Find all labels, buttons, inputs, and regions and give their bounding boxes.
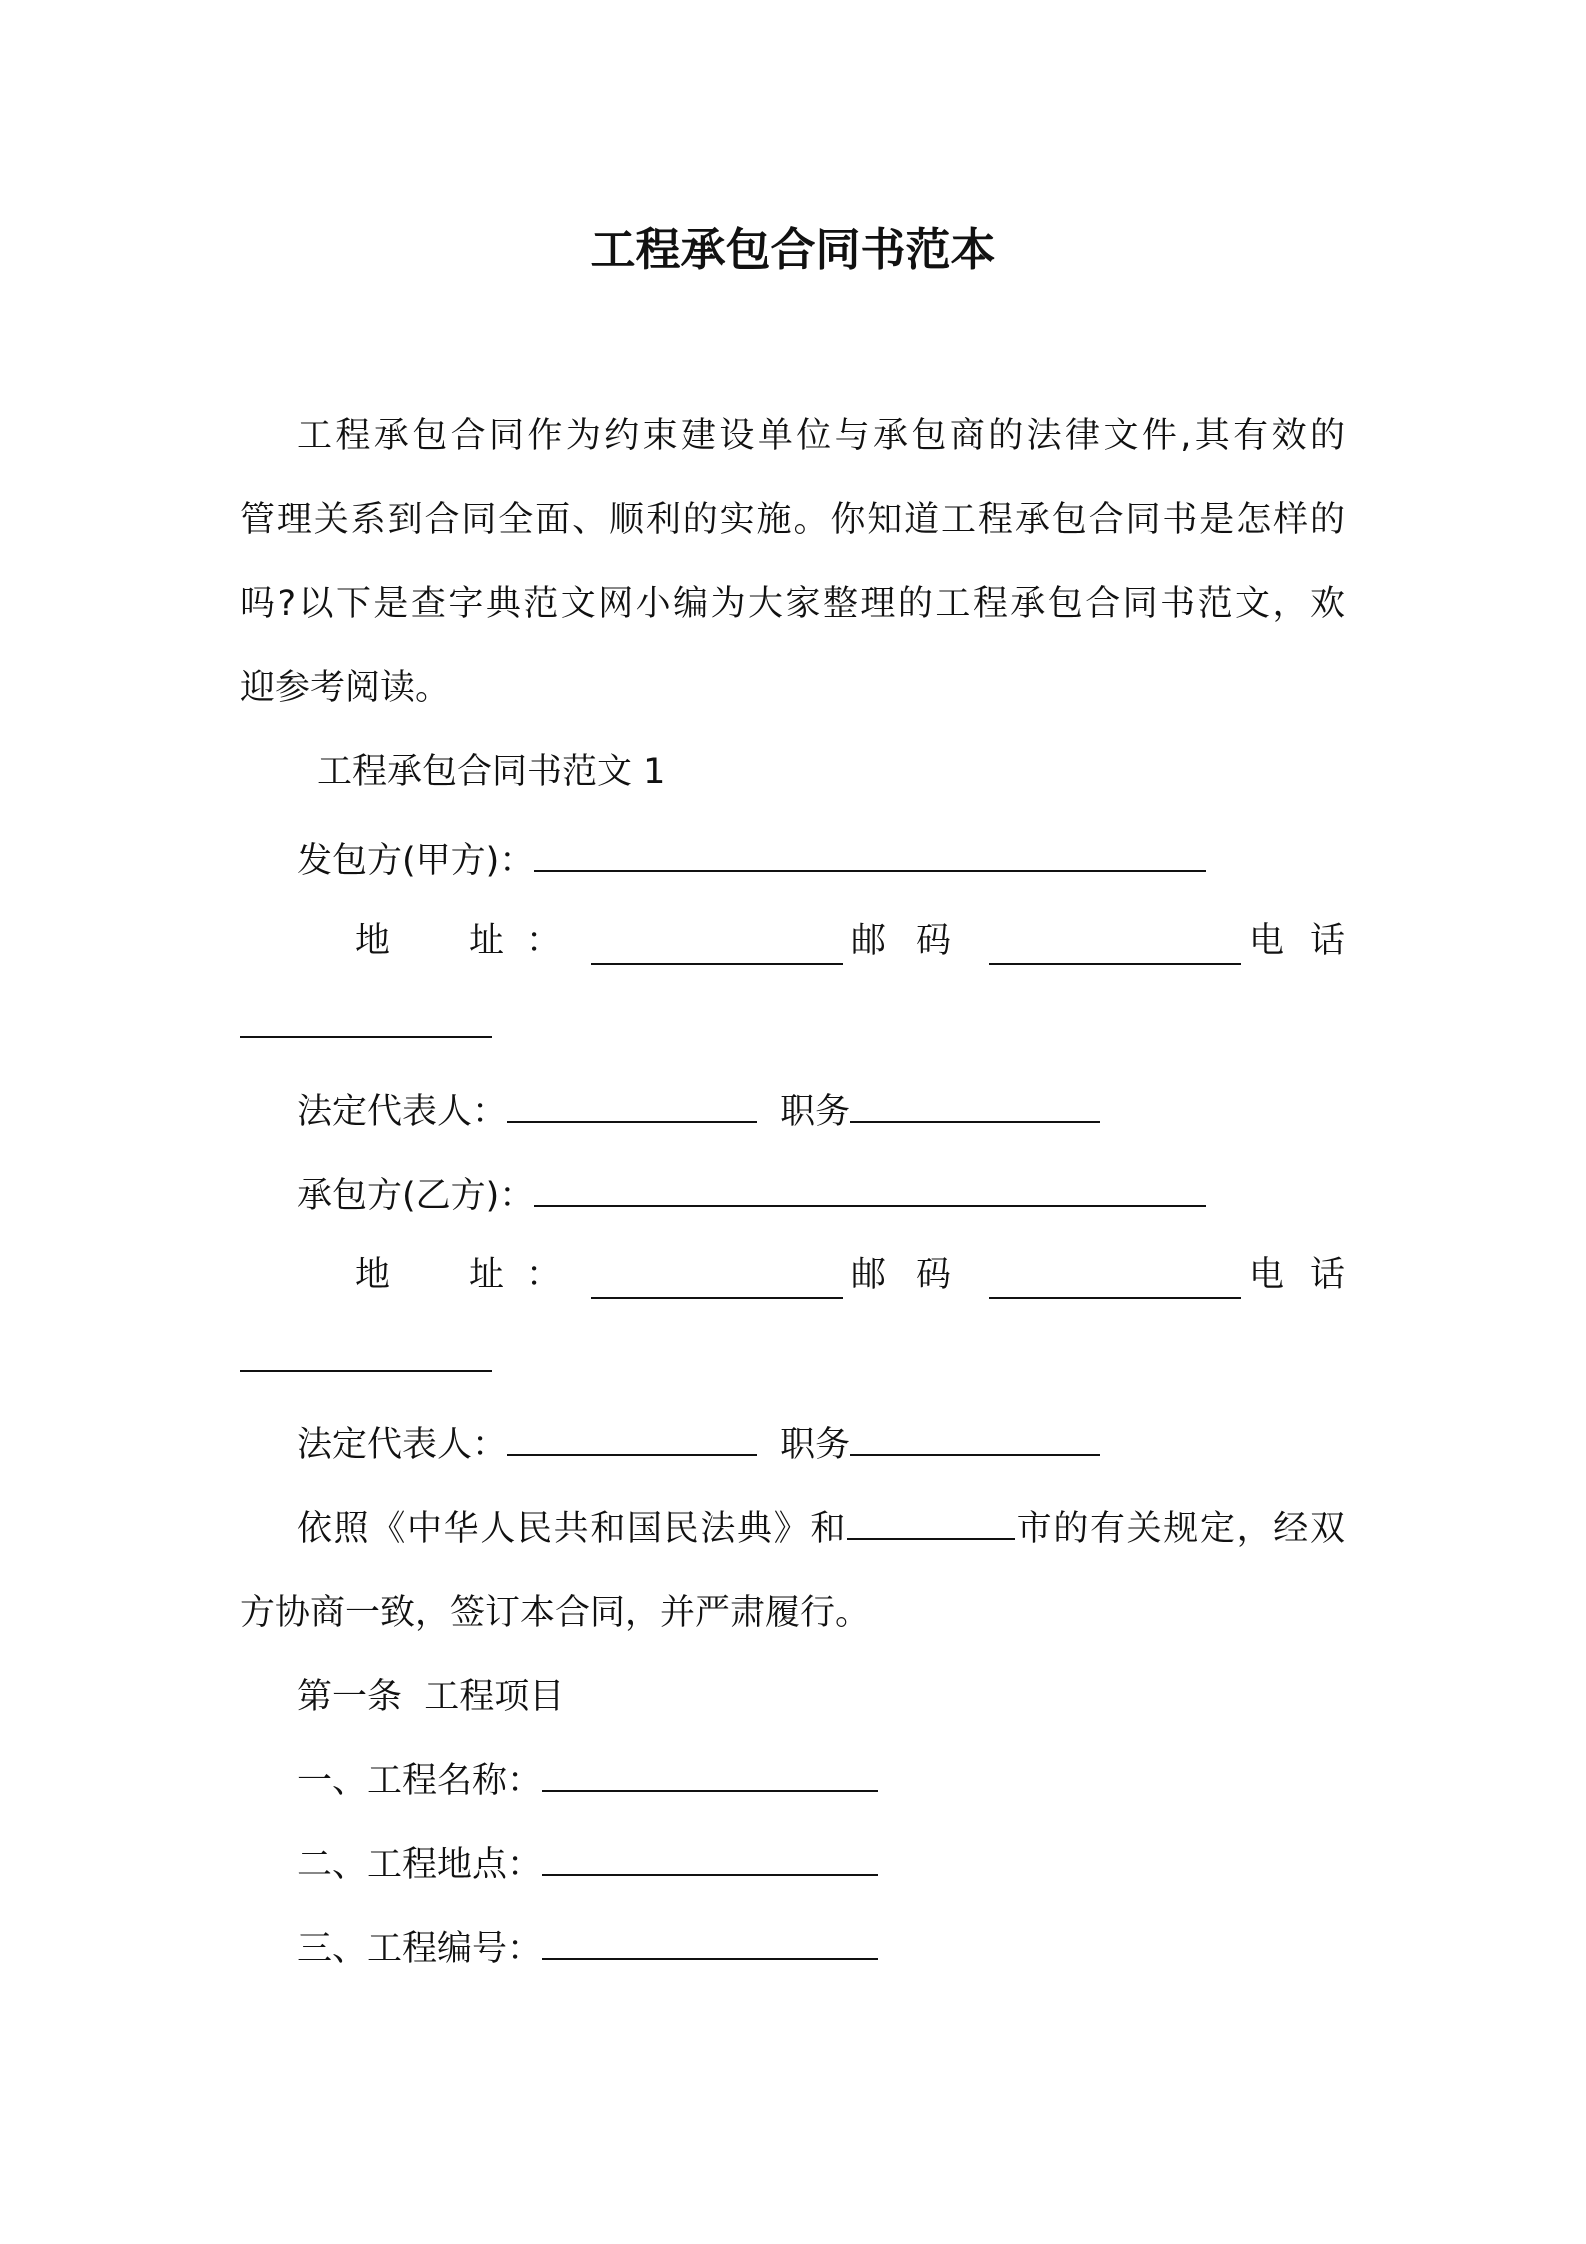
party-a-position-label: 职务 bbox=[780, 1092, 851, 1132]
party-b-postcode-label: 邮码 bbox=[850, 1255, 981, 1295]
intro-line-1: 工程承包合同作为约束建设单位与承包商的法律文件,其有效的 bbox=[297, 416, 1345, 456]
section-heading: 工程承包合同书范文 1 bbox=[317, 752, 666, 792]
party-b-label: 承包方(乙方)： bbox=[297, 1176, 535, 1216]
party-a-name-blank[interactable] bbox=[534, 840, 1206, 872]
article-1-heading: 第一条 工程项目 bbox=[297, 1677, 565, 1717]
basis-line-1 bbox=[297, 1505, 1345, 1553]
party-a-position-blank[interactable] bbox=[850, 1091, 1100, 1123]
party-a-rep-row bbox=[297, 1088, 1100, 1136]
intro-line-4: 迎参考阅读。 bbox=[240, 668, 451, 708]
party-b-contact-row bbox=[355, 1251, 1371, 1299]
party-b-address-blank[interactable] bbox=[591, 1267, 843, 1299]
project-location-label: 二、工程地点： bbox=[297, 1845, 543, 1885]
basis-line-2: 方协商一致，签订本合同，并严肃履行。 bbox=[240, 1593, 871, 1633]
city-blank[interactable] bbox=[847, 1508, 1015, 1540]
party-a-address-blank[interactable] bbox=[591, 933, 843, 965]
party-a-rep-blank[interactable] bbox=[507, 1091, 757, 1123]
document-title: 工程承包合同书范本 bbox=[590, 223, 996, 276]
party-b-name-blank[interactable] bbox=[534, 1175, 1206, 1207]
party-b-position-label: 职务 bbox=[780, 1425, 851, 1465]
party-b-rep-row bbox=[297, 1421, 1100, 1469]
party-b-postcode-blank[interactable] bbox=[989, 1267, 1241, 1299]
party-a-phone-label: 电话 bbox=[1248, 921, 1371, 961]
party-a-label: 发包方(甲方)： bbox=[297, 841, 535, 881]
party-a-phone-blank[interactable] bbox=[240, 1006, 492, 1038]
project-number-row bbox=[297, 1925, 878, 1973]
project-name-row bbox=[297, 1757, 878, 1805]
party-a-row bbox=[297, 837, 1206, 885]
intro-line-3: 吗?以下是查字典范文网小编为大家整理的工程承包合同书范文，欢 bbox=[240, 584, 1345, 624]
project-location-row bbox=[297, 1841, 878, 1889]
project-number-label: 三、工程编号： bbox=[297, 1929, 543, 1969]
party-a-contact-row bbox=[355, 917, 1371, 965]
party-a-phone-row bbox=[240, 1003, 492, 1051]
party-a-postcode-blank[interactable] bbox=[989, 933, 1241, 965]
party-b-phone-row bbox=[240, 1337, 492, 1385]
party-b-rep-blank[interactable] bbox=[507, 1424, 757, 1456]
party-a-address-label: 地 址： bbox=[355, 921, 584, 961]
project-number-blank[interactable] bbox=[542, 1928, 878, 1960]
party-a-rep-label: 法定代表人： bbox=[297, 1092, 508, 1132]
project-name-blank[interactable] bbox=[542, 1760, 878, 1792]
basis-text-2: 市的有关规定，经双 bbox=[1014, 1509, 1345, 1549]
party-b-phone-blank[interactable] bbox=[240, 1340, 492, 1372]
party-b-phone-label: 电话 bbox=[1248, 1255, 1371, 1295]
party-b-row bbox=[297, 1172, 1206, 1220]
party-b-address-label: 地 址： bbox=[355, 1255, 584, 1295]
intro-line-2: 管理关系到合同全面、顺利的实施。你知道工程承包合同书是怎样的 bbox=[240, 500, 1345, 540]
party-a-postcode-label: 邮码 bbox=[850, 921, 981, 961]
basis-text-1: 依照《中华人民共和国民法典》和 bbox=[297, 1509, 847, 1549]
party-b-rep-label: 法定代表人： bbox=[297, 1425, 508, 1465]
project-name-label: 一、工程名称： bbox=[297, 1761, 543, 1801]
project-location-blank[interactable] bbox=[542, 1844, 878, 1876]
party-b-position-blank[interactable] bbox=[850, 1424, 1100, 1456]
